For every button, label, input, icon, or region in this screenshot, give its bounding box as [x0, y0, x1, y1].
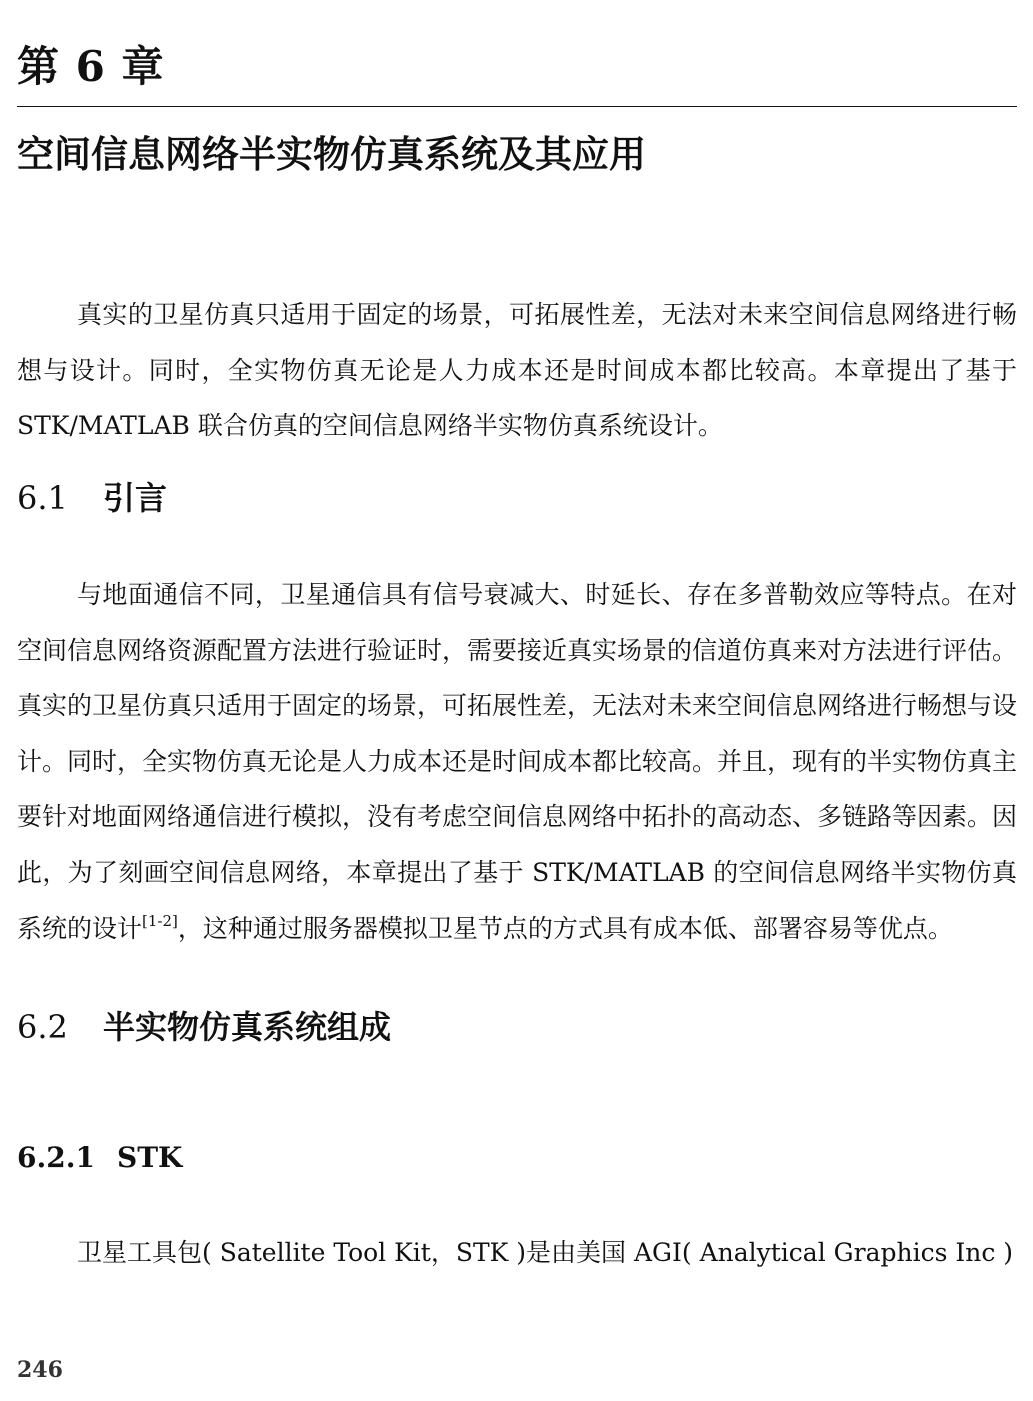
section-6-1-heading — [17, 475, 167, 521]
section-title: 半实物仿真系统组成 — [103, 1008, 392, 1046]
chapter-label: 第 6 章 — [17, 42, 165, 91]
paragraph-text-end: ，这种通过服务器模拟卫星节点的方式具有成本低、部署容易等优点。 — [177, 913, 953, 943]
section-6-1-paragraph — [17, 567, 1017, 956]
intro-paragraph: 真实的卫星仿真只适用于固定的场景，可拓展性差，无法对未来空间信息网络进行畅想与设计。同时，全实物仿真无论是人力成本还是时间成本都比较高。本章提出了基于 STK/MATLAB 联合仿真的空间信息网络半实物仿真系统设计。 — [17, 300, 1017, 441]
section-number: 6.1 — [17, 479, 68, 517]
section-number: 6.2 — [17, 1008, 68, 1046]
subsection-6-2-1-heading — [17, 1136, 182, 1180]
page-number: 246 — [17, 1357, 63, 1383]
section-title: 引言 — [103, 479, 168, 517]
subsection-6-2-1-paragraph: 卫星工具包( Satellite Tool Kit，STK )是由美国 AGI( Analytical Graphics Inc ) — [77, 1238, 1014, 1267]
citation-ref: [1-2] — [142, 911, 178, 930]
subsection-number: 6.2.1 — [17, 1141, 95, 1174]
chapter-title: 空间信息网络半实物仿真系统及其应用 — [17, 132, 646, 176]
document-page — [17, 0, 1017, 1401]
subsection-title: STK — [117, 1141, 183, 1174]
chapter-divider — [17, 106, 1017, 107]
paragraph-text: 与地面通信不同，卫星通信具有信号衰减大、时延长、存在多普勒效应等特点。在对空间信息网络资源配置方法进行验证时，需要接近真实场景的信道仿真来对方法进行评估。真实的卫星仿真只适用于固定的场景，可拓展性差，无法对未来空间信息网络进行畅想与设计。同时，全实物仿真无论是人力成本还是时间成本都比较高。并且，现有的半实物仿真主要针对地面网络通信进行模拟，没有考虑空间信息网络中拓扑的高动态、多链路等因素。因此，为了刻画空间信息网络，本章提出了基于 STK/MATLAB 的空间信息网络半实物仿真系统的设计 — [17, 580, 1018, 943]
section-6-2-heading — [17, 1004, 391, 1050]
